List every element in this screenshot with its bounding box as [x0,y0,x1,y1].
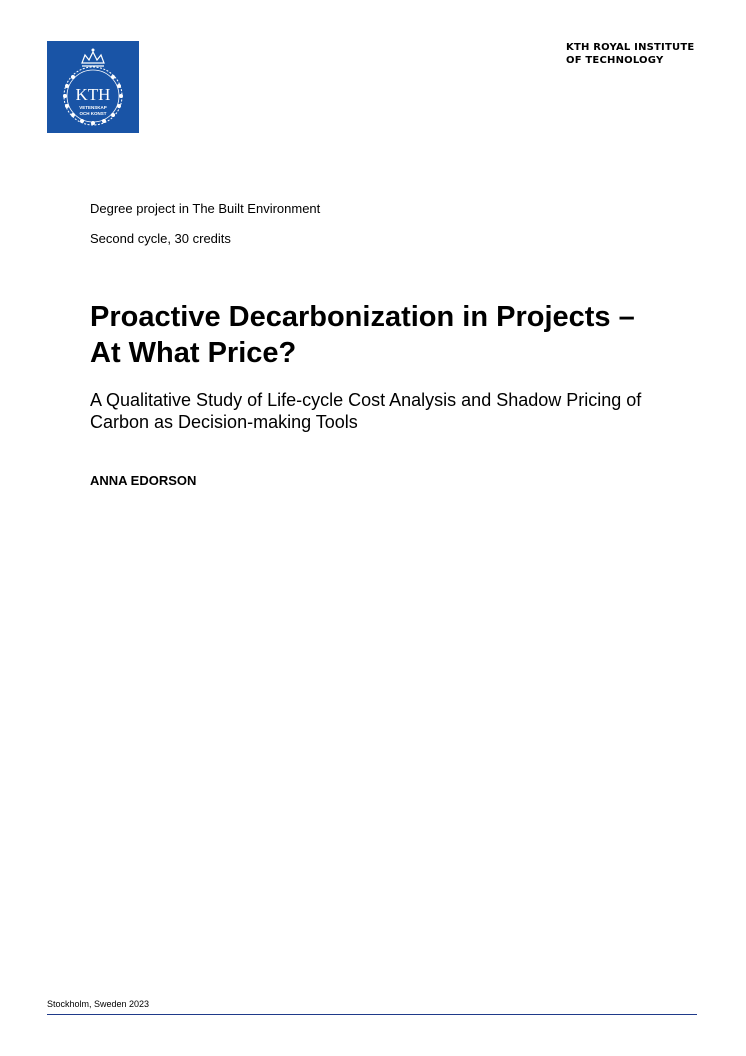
degree-cycle: Second cycle, 30 credits [90,231,231,246]
footer-rule [47,1014,697,1015]
thesis-subtitle: A Qualitative Study of Life-cycle Cost Analysis and Shadow Pricing of Carbon as Decision-making Tools [90,390,642,432]
logo-kth-text: KTH [75,85,111,104]
degree-program: Degree project in The Built Environment [90,201,321,216]
author-name: ANNA EDORSON [90,473,197,488]
logo-ring-top-text: VETENSKAP [79,105,107,110]
place-and-year: Stockholm, Sweden 2023 [47,999,150,1009]
kth-emblem [47,41,139,133]
kth-logo [47,41,139,133]
institution-line-2: OF TECHNOLOGY [566,55,664,66]
thesis-title: Proactive Decarbonization in Projects – At What Price? [90,301,635,369]
institution-line-1: KTH ROYAL INSTITUTE [566,42,695,53]
logo-ring-bottom-text: OCH KONST [79,111,107,116]
institution-name [566,41,694,67]
